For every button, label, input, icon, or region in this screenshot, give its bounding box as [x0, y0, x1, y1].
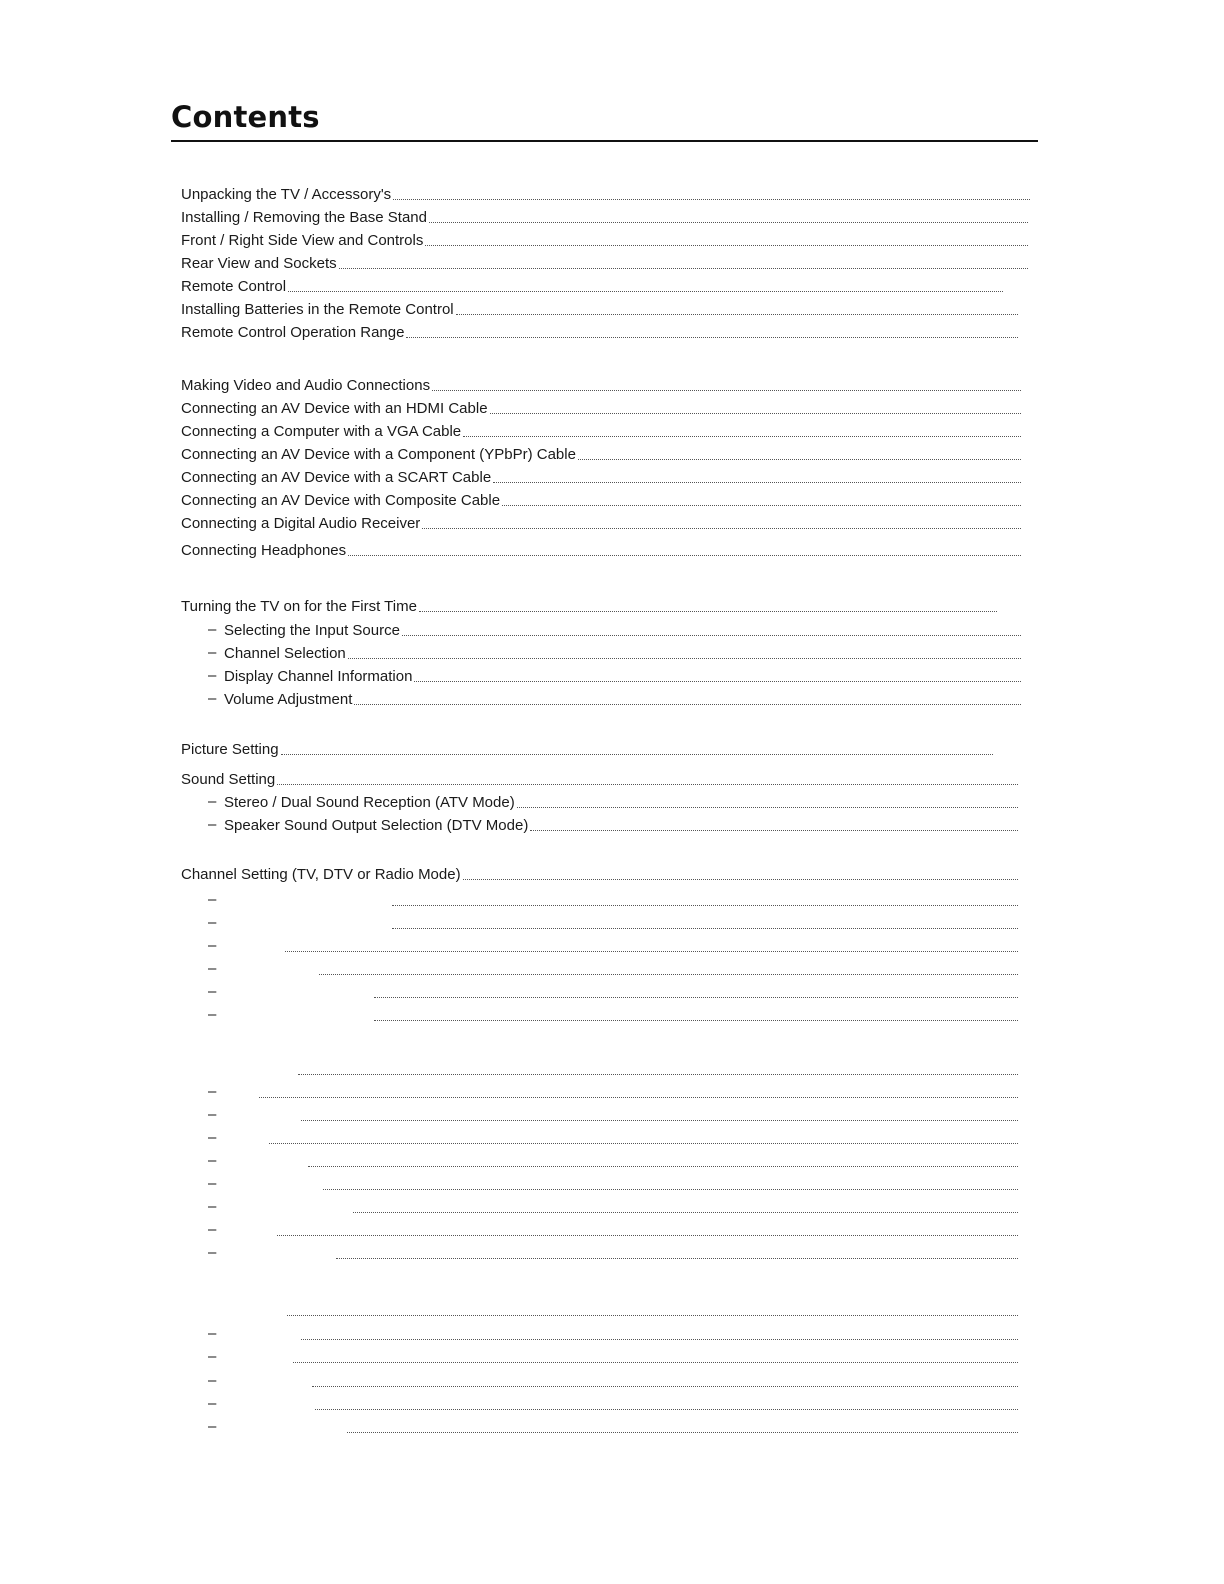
- sub-entry-dash: –: [208, 1325, 217, 1342]
- dot-leader: [308, 1166, 1018, 1167]
- dot-leader: [285, 951, 1018, 952]
- dot-leader: [490, 413, 1021, 414]
- toc-entry-label: Installing Batteries in the Remote Control: [181, 301, 454, 318]
- toc-entry[interactable]: [181, 490, 1021, 510]
- toc-entry[interactable]: [181, 299, 1018, 319]
- toc-subentry-blank: [275, 1220, 1018, 1240]
- sub-entry-dash: –: [208, 1083, 217, 1100]
- dot-leader: [288, 291, 1003, 292]
- toc-entry-label: Display Channel Information: [224, 668, 413, 685]
- dot-leader: [354, 704, 1021, 705]
- toc-entry[interactable]: [181, 322, 1018, 342]
- toc-subentry[interactable]: [224, 689, 1021, 709]
- sub-entry-dash: –: [208, 1348, 217, 1365]
- dot-leader: [301, 1120, 1018, 1121]
- dot-leader: [392, 905, 1018, 906]
- dot-leader: [393, 199, 1030, 200]
- dot-leader: [287, 1315, 1018, 1316]
- dot-leader: [463, 879, 1018, 880]
- dot-leader: [425, 245, 1028, 246]
- sub-entry-dash: –: [208, 667, 217, 684]
- sub-entry-dash: –: [208, 1129, 217, 1146]
- dot-leader: [353, 1212, 1018, 1213]
- toc-entry-label: Connecting an AV Device with a Component (YPbPr) Cable: [181, 446, 576, 463]
- dot-leader: [422, 528, 1021, 529]
- toc-subentry[interactable]: [224, 620, 1021, 640]
- sub-entry-dash: –: [208, 1175, 217, 1192]
- sub-entry-dash: –: [208, 1395, 217, 1412]
- dot-leader: [374, 997, 1018, 998]
- toc-entry-label: Making Video and Audio Connections: [181, 377, 431, 394]
- dot-leader: [348, 555, 1021, 556]
- sub-entry-dash: –: [208, 816, 217, 833]
- toc-subentry-blank: [351, 1197, 1018, 1217]
- dot-leader: [339, 268, 1028, 269]
- dot-leader: [517, 807, 1018, 808]
- toc-entry[interactable]: [181, 769, 1018, 789]
- toc-entry-label: Turning the TV on for the First Time: [181, 598, 417, 615]
- toc-subentry-blank: [306, 1151, 1018, 1171]
- toc-subentry[interactable]: [224, 643, 1021, 663]
- dot-leader: [414, 681, 1021, 682]
- toc-entry-label: Connecting a Digital Audio Receiver: [181, 515, 421, 532]
- toc-entry-label: Connecting an AV Device with Composite Cable: [181, 492, 501, 509]
- dot-leader: [347, 1432, 1018, 1433]
- dot-leader: [374, 1020, 1018, 1021]
- dot-leader: [315, 1409, 1018, 1410]
- dot-leader: [259, 1097, 1018, 1098]
- toc-subentry-blank: [390, 913, 1018, 933]
- toc-entry-label: Connecting an AV Device with a SCART Cable: [181, 469, 492, 486]
- sub-entry-dash: –: [208, 983, 217, 1000]
- dot-leader: [348, 658, 1021, 659]
- dot-leader: [392, 928, 1018, 929]
- toc-entry[interactable]: [181, 739, 993, 759]
- sub-entry-dash: –: [208, 1106, 217, 1123]
- toc-entry[interactable]: [181, 375, 1021, 395]
- sub-entry-dash: –: [208, 960, 217, 977]
- dot-leader: [432, 390, 1021, 391]
- toc-entry[interactable]: [181, 467, 1021, 487]
- toc-subentry[interactable]: [224, 792, 1018, 812]
- toc-entry[interactable]: [181, 184, 1030, 204]
- toc-entry-label: Installing / Removing the Base Stand: [181, 209, 427, 226]
- sub-entry-dash: –: [208, 621, 217, 638]
- toc-entry[interactable]: [181, 207, 1028, 227]
- toc-entry-label: Speaker Sound Output Selection (DTV Mode): [224, 817, 529, 834]
- toc-entry-blank: [285, 1300, 1018, 1320]
- toc-entry[interactable]: [181, 444, 1021, 464]
- dot-leader: [502, 505, 1021, 506]
- toc-entry[interactable]: [181, 864, 1018, 884]
- sub-entry-dash: –: [208, 1006, 217, 1023]
- dot-leader: [269, 1143, 1018, 1144]
- toc-entry[interactable]: [181, 540, 1021, 560]
- toc-subentry-blank: [313, 1394, 1018, 1414]
- dot-leader: [277, 784, 1018, 785]
- dot-leader: [530, 830, 1018, 831]
- toc-entry-label: Front / Right Side View and Controls: [181, 232, 424, 249]
- toc-entry[interactable]: [181, 276, 1003, 296]
- toc-entry-label: Remote Control Operation Range: [181, 324, 405, 341]
- dot-leader: [319, 974, 1018, 975]
- toc-entry-label: Connecting Headphones: [181, 542, 347, 559]
- dot-leader: [277, 1235, 1018, 1236]
- toc-subentry-blank: [372, 1005, 1018, 1025]
- toc-entry[interactable]: [181, 230, 1028, 250]
- toc-entry[interactable]: [181, 421, 1021, 441]
- title-divider: [171, 140, 1038, 142]
- toc-subentry-blank: [345, 1417, 1018, 1437]
- sub-entry-dash: –: [208, 1418, 217, 1435]
- toc-subentry-blank: [321, 1174, 1018, 1194]
- dot-leader: [429, 222, 1028, 223]
- dot-leader: [301, 1339, 1018, 1340]
- toc-entry-label: Unpacking the TV / Accessory's: [181, 186, 392, 203]
- toc-entry-label: Rear View and Sockets: [181, 255, 337, 272]
- dot-leader: [402, 635, 1021, 636]
- toc-entry[interactable]: [181, 513, 1021, 533]
- toc-entry-blank: [296, 1059, 1018, 1079]
- sub-entry-dash: –: [208, 644, 217, 661]
- toc-subentry-blank: [372, 982, 1018, 1002]
- dot-leader: [406, 337, 1018, 338]
- sub-entry-dash: –: [208, 690, 217, 707]
- sub-entry-dash: –: [208, 1198, 217, 1215]
- toc-entry[interactable]: [181, 253, 1028, 273]
- sub-entry-dash: –: [208, 937, 217, 954]
- dot-leader: [578, 459, 1021, 460]
- dot-leader: [456, 314, 1018, 315]
- toc-subentry-blank: [299, 1324, 1018, 1344]
- page-title: Contents: [171, 100, 320, 134]
- dot-leader: [336, 1258, 1018, 1259]
- sub-entry-dash: –: [208, 1152, 217, 1169]
- toc-entry-label: Channel Setting (TV, DTV or Radio Mode): [181, 866, 461, 883]
- dot-leader: [323, 1189, 1018, 1190]
- toc-entry-label: Picture Setting: [181, 741, 279, 758]
- toc-entry-label: Connecting a Computer with a VGA Cable: [181, 423, 462, 440]
- dot-leader: [281, 754, 993, 755]
- toc-entry-label: Stereo / Dual Sound Reception (ATV Mode): [224, 794, 515, 811]
- toc-entry-label: Selecting the Input Source: [224, 622, 400, 639]
- toc-entry-label: Connecting an AV Device with an HDMI Cable: [181, 400, 488, 417]
- toc-subentry[interactable]: [224, 815, 1018, 835]
- toc-entry[interactable]: [181, 398, 1021, 418]
- toc-subentry-blank: [267, 1128, 1018, 1148]
- sub-entry-dash: –: [208, 1221, 217, 1238]
- toc-subentry-blank: [291, 1347, 1018, 1367]
- toc-subentry-blank: [299, 1105, 1018, 1125]
- toc-subentry-blank: [317, 959, 1018, 979]
- toc-entry-label: Remote Control: [181, 278, 287, 295]
- toc-subentry-blank: [334, 1243, 1018, 1263]
- toc-subentry-blank: [257, 1082, 1018, 1102]
- toc-entry-label: Channel Selection: [224, 645, 346, 662]
- dot-leader: [293, 1362, 1018, 1363]
- toc-entry-label: Sound Setting: [181, 771, 276, 788]
- toc-subentry[interactable]: [224, 666, 1021, 686]
- toc-entry[interactable]: [181, 596, 997, 616]
- sub-entry-dash: –: [208, 891, 217, 908]
- sub-entry-dash: –: [208, 1372, 217, 1389]
- toc-subentry-blank: [390, 890, 1018, 910]
- dot-leader: [493, 482, 1021, 483]
- dot-leader: [312, 1386, 1018, 1387]
- toc-subentry-blank: [283, 936, 1018, 956]
- dot-leader: [463, 436, 1021, 437]
- dot-leader: [419, 611, 997, 612]
- sub-entry-dash: –: [208, 793, 217, 810]
- toc-entry-label: Volume Adjustment: [224, 691, 353, 708]
- sub-entry-dash: –: [208, 1244, 217, 1261]
- dot-leader: [298, 1074, 1018, 1075]
- sub-entry-dash: –: [208, 914, 217, 931]
- toc-subentry-blank: [310, 1371, 1018, 1391]
